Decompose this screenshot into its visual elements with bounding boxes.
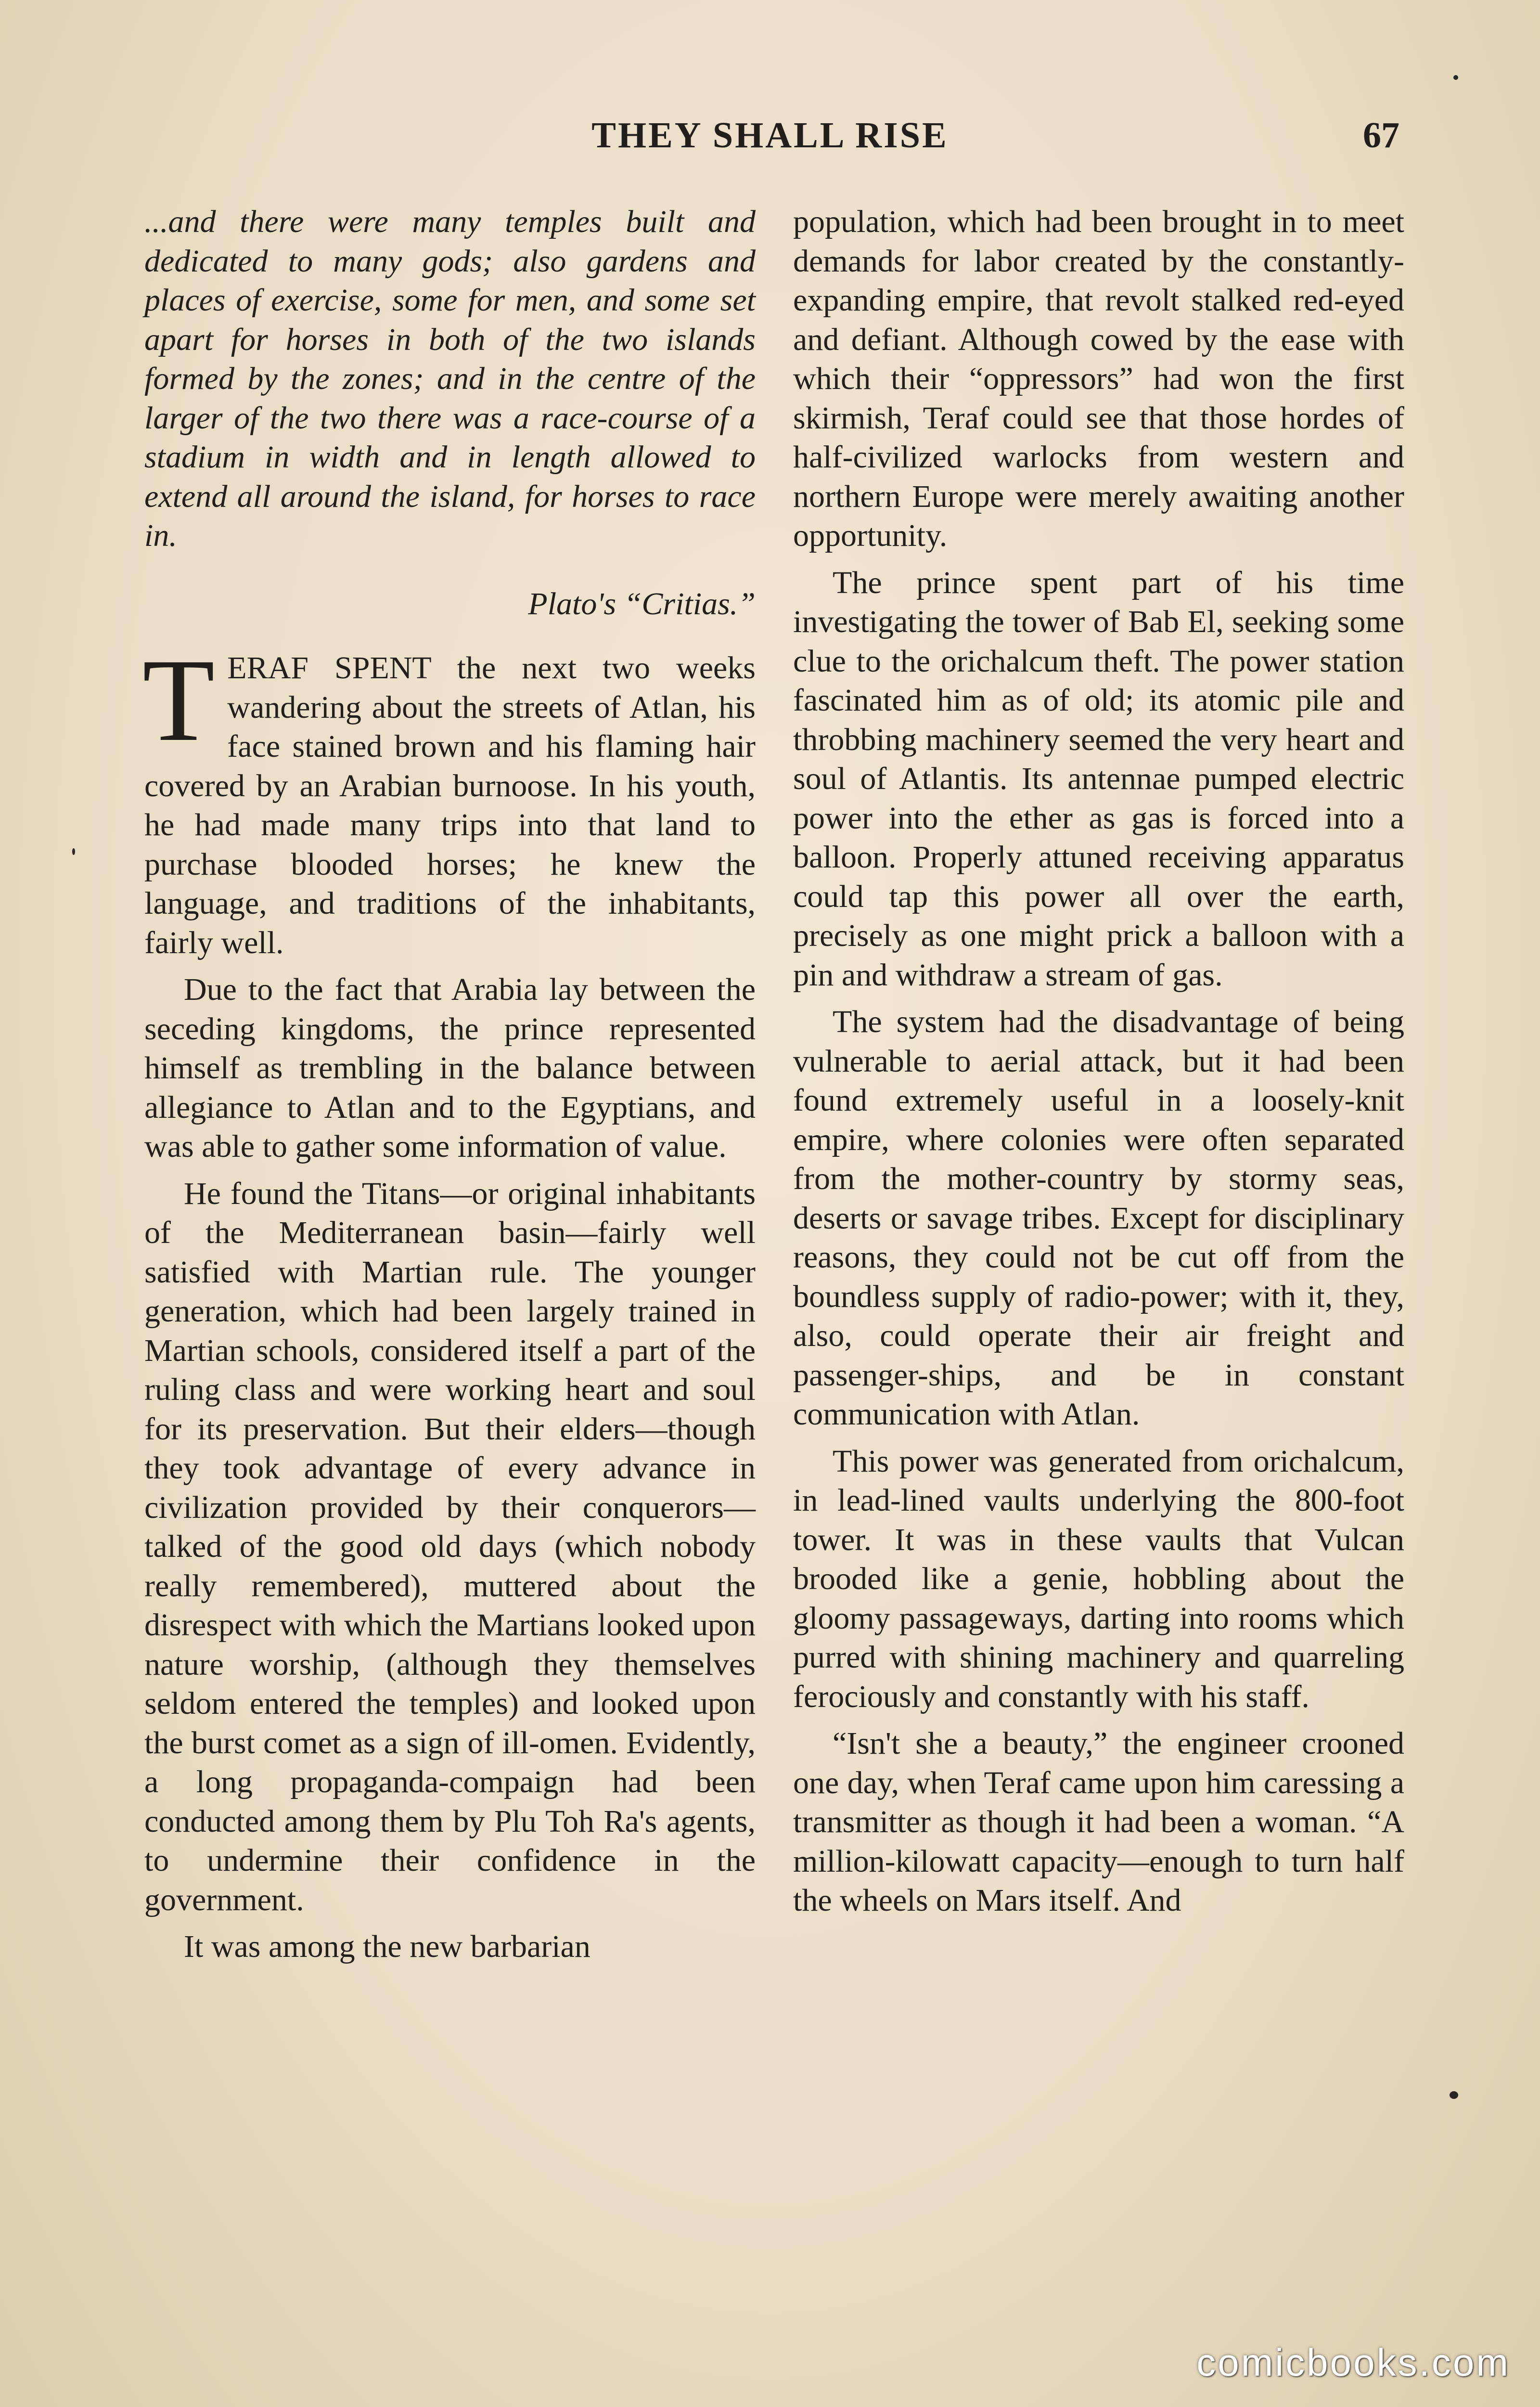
body-paragraph: The prince spent part of his time investigating the tower of Bab El, seeking some clue to the orichalcum theft. The power station fascinated him as of old; its atomic pile and throbbing machinery seemed the very heart and soul of Atlantis. Its antennae pumped electric power into the ether as gas is forced into a balloon. Properly attuned receiving apparatus could tap this power all over the earth, precisely as one might prick a balloon with a pin and withdraw a stream of gas. [793, 565, 1404, 993]
ink-spot [1450, 2091, 1458, 2099]
epigraph-attribution: Plato's “Critias.” [528, 586, 756, 621]
page-header [0, 115, 1540, 163]
running-title: THEY SHALL RISE [591, 115, 949, 155]
body-paragraph: “Isn't she a beauty,” the engineer crooned one day, when Teraf came upon him caressing a transmitter as though it had been a woman. “A million-kilowatt capacity—enough to turn half the wheels on Mars itself. And [793, 1726, 1404, 1918]
body-paragraph: Due to the fact that Arabia lay between the seceding kingdoms, the prince represented himself as trembling in the balance between allegiance to Atlan and to the Egyptians, and was able to gather some information of value. [144, 972, 756, 1164]
watermark: comicbooks.com [1196, 2341, 1510, 2384]
ink-spot [1453, 75, 1458, 80]
left-column [144, 202, 756, 1974]
drop-cap: T [142, 635, 215, 766]
body-paragraph: The system had the disadvantage of being vulnerable to aerial attack, but it had been found extremely useful in a loosely-knit empire, where colonies were often separated from the mother-country by stormy seas, deserts or savage tribes. Except for disciplinary reasons, they could not be cut off from the boundless supply of radio-power; with it, they, also, could operate their air freight and passenger-ships, and be in constant communication with Atlan. [793, 1004, 1404, 1432]
body-paragraph: This power was generated from orichalcum, in lead-lined vaults underlying the 800-foot tower. It was in these vaults that Vulcan brooded like a genie, hobbling about the gloomy passageways, darting into rooms which purred with shining machinery and quarreling ferociously and constantly with his staff. [793, 1443, 1404, 1714]
epigraph: ...and there were many temples built and dedicated to many gods; also gardens and places of exercise, some for men, and some set apart for horses in both of the two islands formed by the zones; and in the centre of the larger of the two there was a race-course of a stadium in width and in length allowed to extend all around the island, for horses to race in. [144, 204, 756, 553]
page-number: 67 [1363, 115, 1399, 155]
body-paragraph: He found the Titans—or original inhabitants of the Mediterranean basin—fairly well satisfied with Martian rule. The younger generation, which had been largely trained in Martian schools, considered itself a part of the ruling class and were working heart and soul for its preservation. But their elders—though they took advantage of every advance in civilization provided by their conquerors—talked of the good old days (which nobody really remembered), muttered about the disrespect with which the Martians looked upon nature worship, (although they themselves seldom entered the temples) and looked upon the burst comet as a sign of ill-omen. Evidently, a long propaganda-compaign had been conducted among them by Plu Toh Ra's agents, to undermine their confidence in the government. [144, 1176, 756, 1917]
opening-paragraph [142, 635, 756, 962]
opening-text: ERAF SPENT the next two weeks wandering about the streets of Atlan, his face stained brown and his flaming hair covered by an Arabian burnoose. In his youth, he had made many trips into that land to purchase blooded horses; he knew the language, and traditions of the inhabitants, fairly well. [144, 650, 756, 960]
continued-paragraph: population, which had been brought in to meet demands for labor created by the constantly-expanding empire, that revolt stalked red-eyed and defiant. Although cowed by the ease with which their “oppressors” had won the first skirmish, Teraf could see that those hordes of half-civilized warlocks from western and northern Europe were merely awaiting another opportunity. [793, 204, 1404, 553]
right-column [793, 202, 1404, 1928]
ink-spot [72, 848, 75, 855]
body-paragraph: It was among the new barbarian [184, 1929, 590, 1964]
